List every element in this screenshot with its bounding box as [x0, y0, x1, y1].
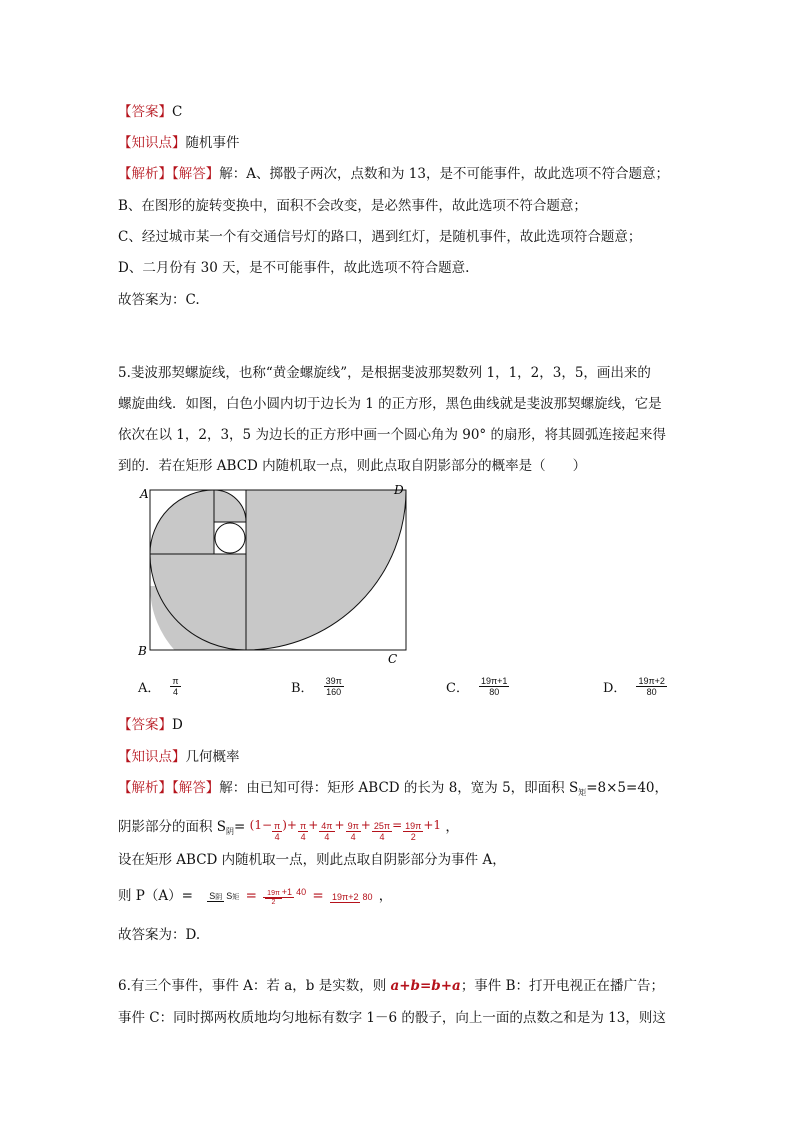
equals: = — [245, 888, 257, 904]
q5-stem-line-1: 5.斐波那契螺旋线，也称“黄金螺旋线”，是根据斐波那契数列 1，1，2，3，5，画出来的 — [118, 365, 651, 381]
q4-analysis-line-4: D、二月份有 30 天，是不可能事件，故此选项不符合题意. — [118, 260, 470, 276]
q6-text-end: ；事件 B：打开电视正在播广告； — [460, 978, 665, 994]
analysis-text-end: =8×5=40， — [586, 780, 669, 796]
q4-analysis-line-1 — [118, 165, 669, 183]
q6-expression: a+b=b+a — [390, 978, 461, 994]
knowledge-value: 随机事件 — [185, 135, 240, 151]
comma: ， — [445, 819, 459, 835]
equals-2: = — [312, 888, 324, 904]
answer-tag: 【答案】 — [118, 717, 172, 733]
sector-5 — [246, 490, 406, 650]
q5-analysis-line-1 — [118, 779, 668, 802]
option-fraction: $\frac{19\pi+2}{80}$ — [638, 676, 665, 697]
q6-text: 6.有三个事件，事件 A：若 a，b 是实数，则 — [118, 978, 391, 994]
sector-1b — [182, 490, 214, 522]
probability-mid: $\frac{19\pi}{2}$ +1 40 — [263, 887, 308, 907]
q5-probability-line — [118, 881, 392, 911]
knowledge-tag: 【知识点】 — [118, 749, 186, 765]
option-c[interactable] — [446, 676, 509, 697]
q4-knowledge-line — [118, 134, 240, 152]
q5-stem-line-2: 螺旋曲线．如图，白色小圆内切于边长为 1 的正方形，黑色曲线就是斐波那契螺旋线，它是 — [118, 396, 662, 412]
option-fraction: $\frac{\pi}{4}$ — [172, 676, 179, 697]
q6-stem-line-2: 事件 C：同时掷两枚质地均匀地标有数字 1－6 的骰子，向上一面的点数之和是为 13，则这 — [118, 1010, 666, 1026]
inscribed-circle — [215, 523, 245, 553]
option-letter: A． — [138, 681, 161, 696]
option-fraction: $\frac{39\pi}{160}$ — [325, 676, 342, 697]
label-a: A — [140, 487, 149, 501]
fibonacci-spiral-figure — [138, 482, 412, 666]
probability-prefix: 则 P（A）= — [118, 888, 193, 904]
shadow-prefix: 阴影部分的面积 S — [118, 819, 227, 835]
shadow-formula: (1− $\frac{\pi}{4}$ )+ $\frac{\pi}{4}$ + $\frac{4\pi}{4}$ + $\frac{9\pi}{4}$ + $\frac{25\pi}{4}$ = $\frac{19\pi}{2}$ +1 — [249, 818, 442, 842]
label-b: B — [138, 644, 147, 658]
comma: ， — [378, 888, 393, 904]
probability-ratio: S阴 S矩 — [209, 890, 240, 901]
analysis-text: 解：A、掷骰子两次，点数和为 13，是不可能事件，故此选项不符合题意； — [219, 166, 669, 182]
q6-stem-line-1 — [118, 977, 664, 995]
answer-value: D — [172, 717, 183, 733]
q5-stem-line-3: 依次在以 1，2，3，5 为边长的正方形中画一个圆心角为 90° 的扇形，将其圆弧连接起来得 — [118, 427, 666, 443]
option-fraction: $\frac{19\pi+1}{80}$ — [480, 676, 508, 697]
q4-conclusion: 故答案为：C. — [118, 292, 200, 308]
q5-event-line: 设在矩形 ABCD 内随机取一点，则此点取自阴影部分为事件 A， — [118, 852, 506, 868]
q4-answer-line — [118, 103, 182, 121]
option-d[interactable] — [603, 676, 667, 697]
subscript: 矩 — [578, 788, 587, 797]
label-c: C — [388, 652, 398, 666]
q4-analysis-line-2: B、在图形的旋转变换中，面积不会改变，是必然事件，故此选项不符合题意； — [118, 198, 587, 214]
knowledge-tag: 【知识点】 — [118, 135, 186, 151]
analysis-tag: 【解析】【解答】 — [118, 166, 220, 182]
q5-stem-line-4: 到的．若在矩形 ABCD 内随机取一点，则此点取自阴影部分的概率是（ ） — [118, 458, 587, 474]
answer-value: C — [172, 104, 183, 120]
q5-knowledge-line — [118, 748, 240, 766]
analysis-tag: 【解析】【解答】 — [118, 780, 220, 796]
knowledge-value: 几何概率 — [185, 749, 240, 765]
q4-analysis-line-3: C、经过城市某一个有交通信号灯的路口，遇到红灯，是随机事件，故此选项符合题意； — [118, 229, 642, 245]
option-a[interactable] — [138, 676, 181, 697]
analysis-text: 解：由已知可得：矩形 ABCD 的长为 8，宽为 5，即面积 S — [219, 780, 579, 796]
probability-result: 19π+2 80 — [331, 891, 373, 902]
answer-tag: 【答案】 — [118, 104, 172, 120]
sector-1 — [214, 490, 246, 522]
option-letter: D． — [603, 681, 627, 696]
q5-conclusion: 故答案为：D. — [118, 927, 201, 943]
option-b[interactable] — [291, 676, 344, 697]
subscript: 阴 — [226, 827, 235, 836]
q5-shadow-area-line — [118, 813, 459, 844]
option-letter: B． — [291, 681, 314, 696]
q5-answer-line — [118, 716, 183, 734]
option-letter: C． — [446, 681, 469, 696]
equals: = — [234, 819, 246, 835]
label-d: D — [394, 483, 404, 497]
